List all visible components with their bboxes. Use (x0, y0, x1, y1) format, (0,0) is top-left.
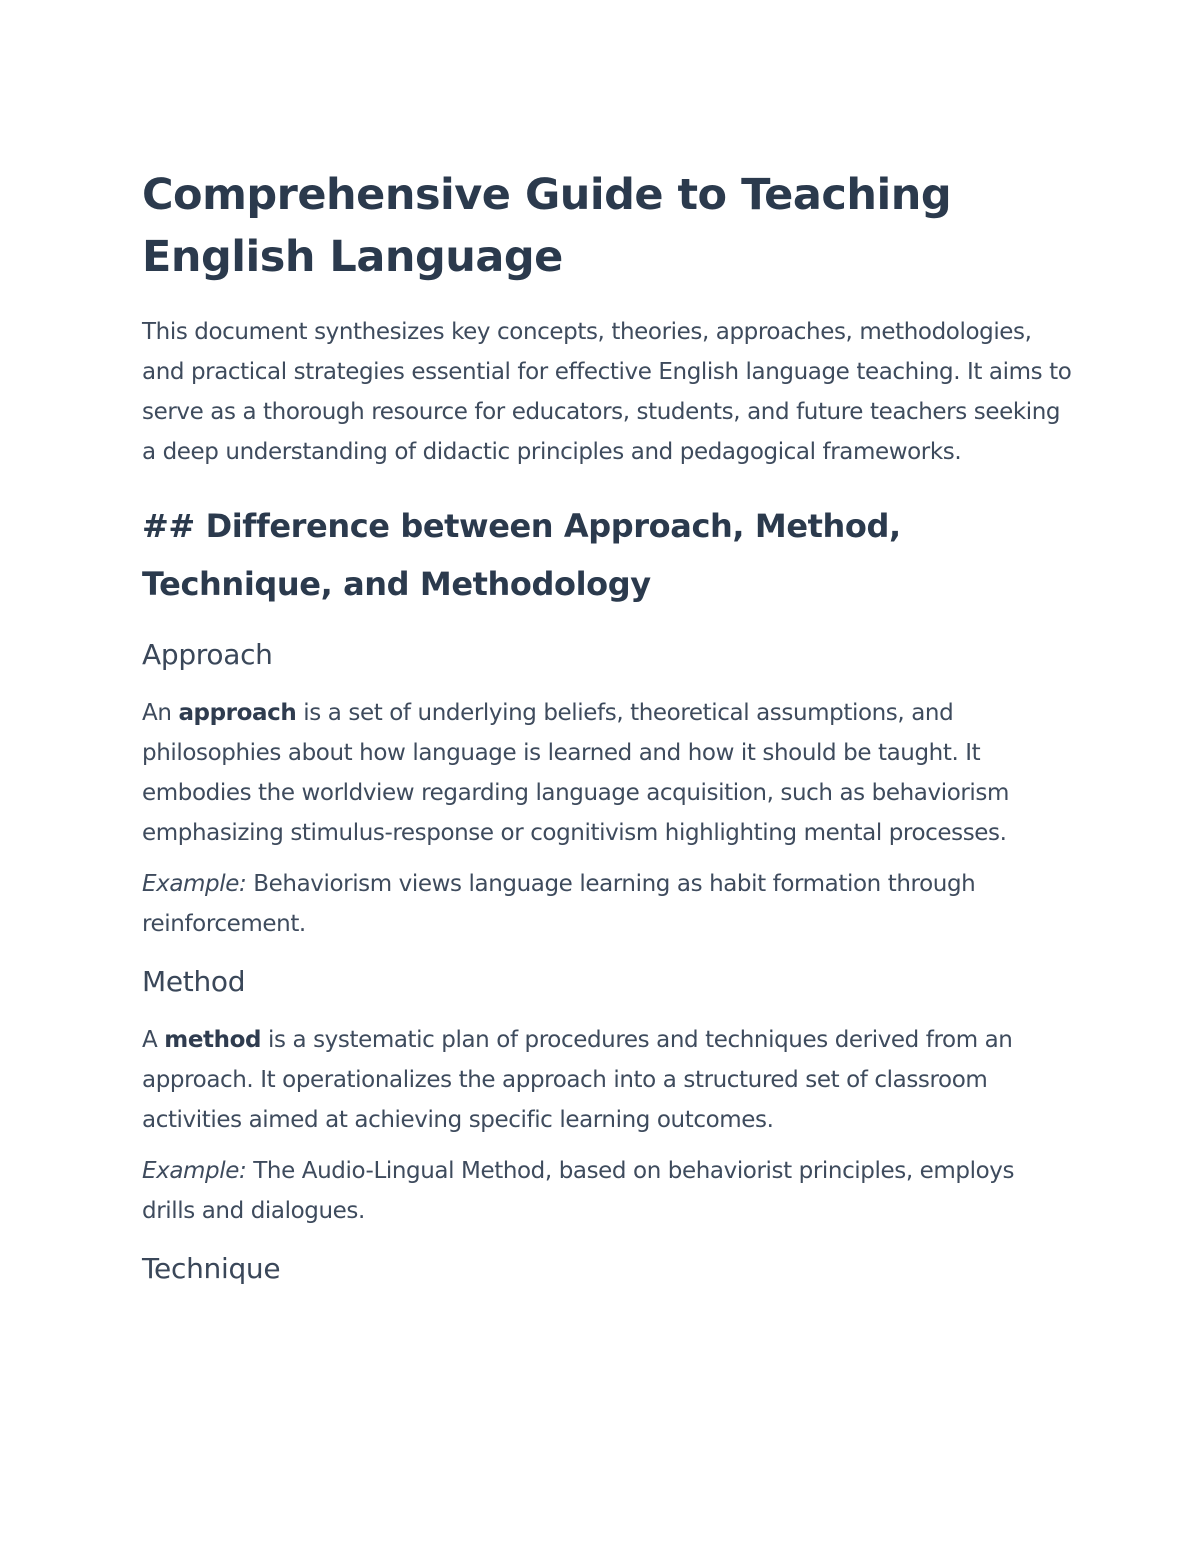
approach-heading: Approach (142, 638, 273, 671)
approach-example (142, 864, 1072, 944)
method-term: method (164, 1027, 262, 1053)
approach-definition (142, 693, 1072, 853)
section-heading: ## Difference between Approach, Method, Technique, and Methodology (142, 507, 901, 603)
method-example-text: The Audio-Lingual Method, based on behaviorist principles, employs drills and dialogues. (142, 1158, 1015, 1224)
method-example (142, 1151, 1072, 1231)
method-lead: A (142, 1027, 158, 1053)
intro-paragraph: This document synthesizes key concepts, theories, approaches, methodologies, and practical strategies essential for effective English language teaching. It aims to serve as a thorough resource for educators, students, and future teachers seeking a deep understanding of didactic principles and pedagogical frameworks. (142, 319, 1072, 465)
approach-term: approach (178, 700, 297, 726)
method-example-label: Example: (142, 1158, 247, 1184)
approach-definition-text: is a set of underlying beliefs, theoretical assumptions, and philosophies about how language is learned and how it should be taught. It embodies the worldview regarding language acquisition, such as behaviorism emphasizing stimulus-response or cognitivism highlighting mental processes. (142, 700, 1010, 846)
approach-example-text: Behaviorism views language learning as habit formation through reinforcement. (142, 871, 976, 937)
document-page (142, 164, 1072, 1289)
method-definition (142, 1020, 1072, 1140)
method-heading: Method (142, 965, 246, 998)
approach-lead: An (142, 700, 172, 726)
approach-example-label: Example: (142, 871, 247, 897)
technique-heading: Technique (142, 1252, 281, 1285)
method-definition-text: is a systematic plan of procedures and techniques derived from an approach. It operationalizes the approach into a structured set of classroom activities aimed at achieving specific learning outcomes. (142, 1027, 1013, 1133)
document-title: Comprehensive Guide to Teaching English Language (142, 170, 952, 282)
